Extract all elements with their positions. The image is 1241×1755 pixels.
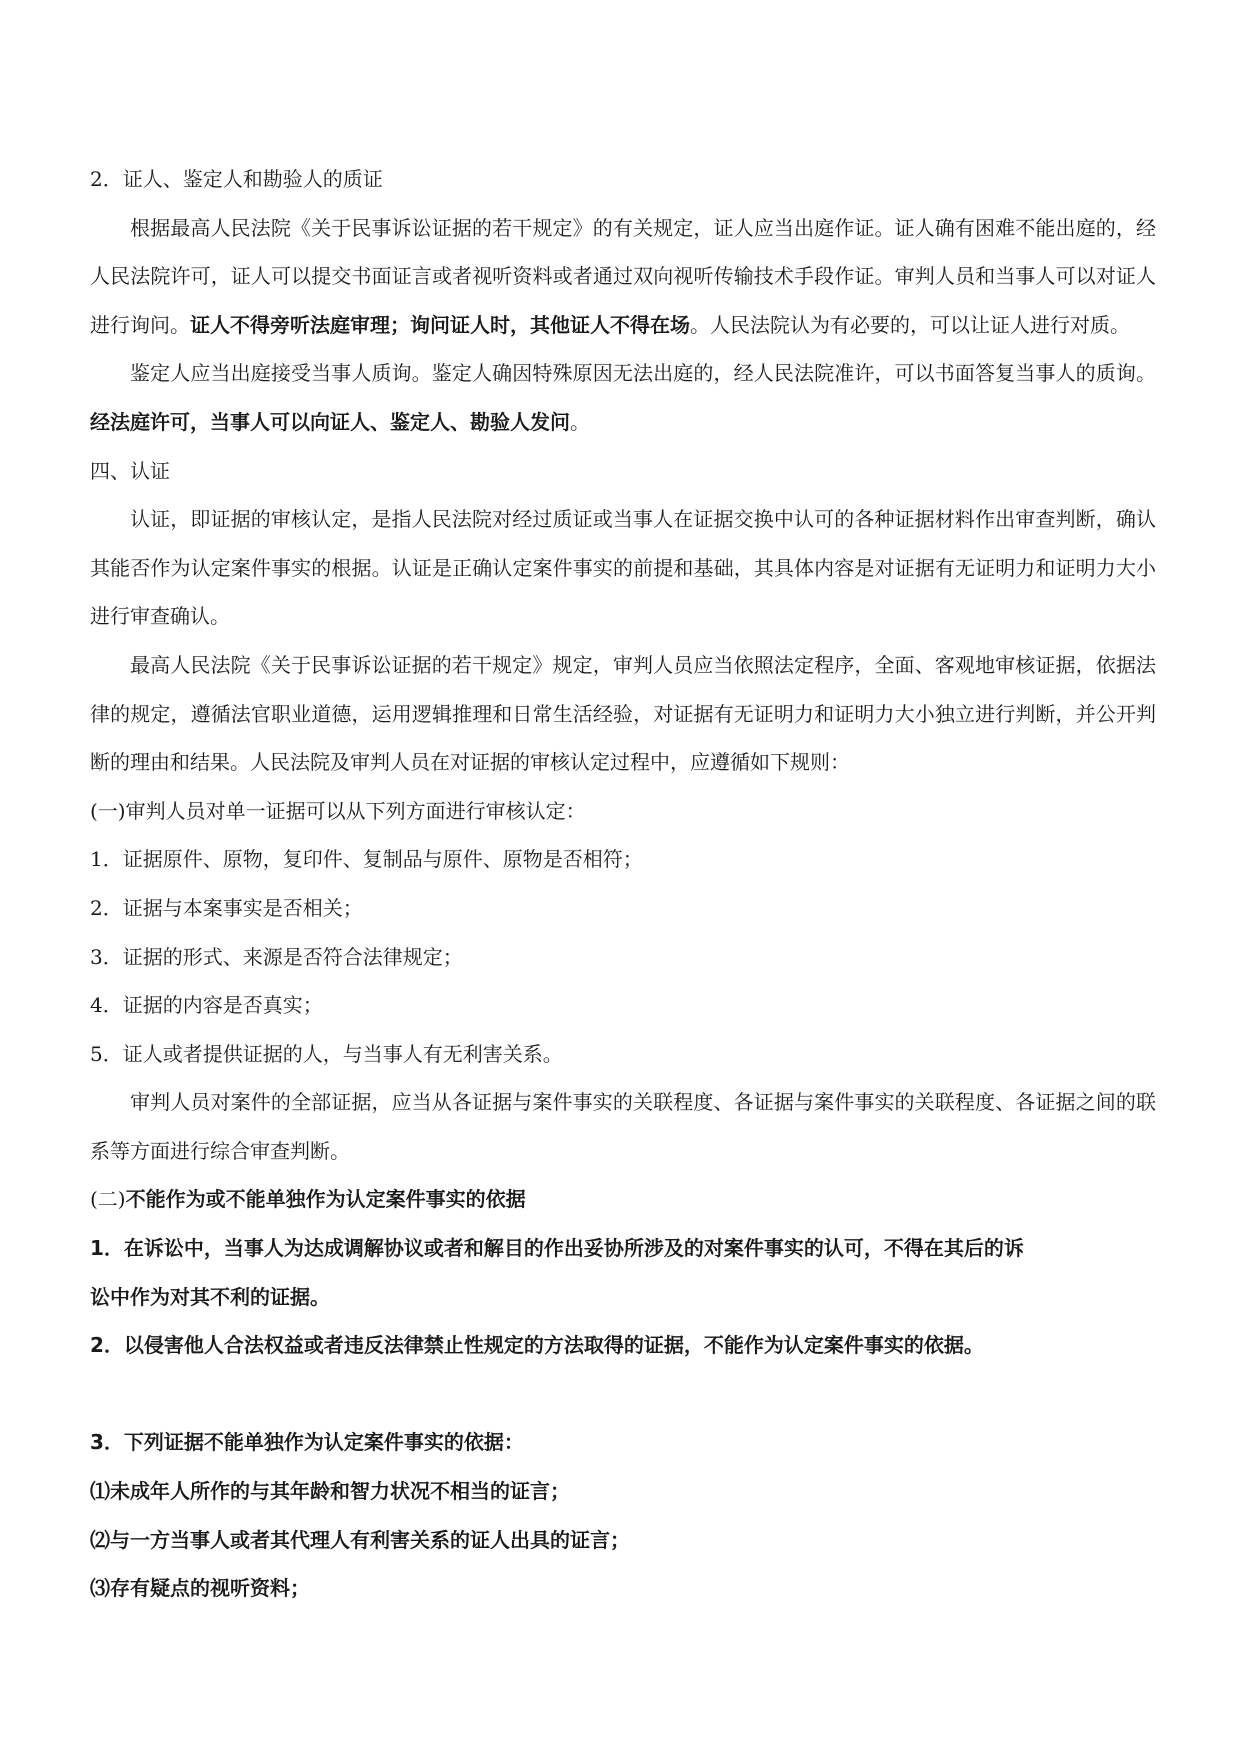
list-item: 3．证据的形式、来源是否符合法律规定； bbox=[90, 944, 463, 969]
heading-text: 不能作为或不能单独作为认定案件事实的依据 bbox=[125, 1187, 526, 1212]
emphasis-text: 经法庭许可，当事人可以向证人、鉴定人、勘验人发问 bbox=[90, 409, 570, 434]
section-heading-witness: 2．证人、鉴定人和勘验人的质证 bbox=[90, 167, 383, 191]
paragraph-text: 根据最高人民法院《关于民事诉讼证据的若干规定》的有关规定，证人应当出庭作证。证人确有困难不能出庭的，经人民法院许可，证人可以提交书面证言或者视听资料或者通过双向视听传输技术手段作证。审判人员和当事人可以对证人进行询问。 bbox=[90, 215, 1156, 337]
paragraph-text: 。人民法院认为有必要的，可以让证人进行对质。 bbox=[690, 312, 1130, 337]
section-heading-certification: 四、认证 bbox=[90, 458, 170, 483]
sub-list-item: ⑴未成年人所作的与其年龄和智力状况不相当的证言； bbox=[90, 1479, 570, 1504]
paragraph-certification-rules: 最高人民法院《关于民事诉讼证据的若干规定》规定，审判人员应当依照法定程序，全面、客观地审核证据，依据法律的规定，遵循法官职业道德，运用逻辑推理和日常生活经验，对证据有无证明力和证明力大小独立进行判断，并公开判断的理由和结果。人民法院及审判人员在对证据的审核认定过程中，应遵循如下规则： bbox=[90, 652, 1156, 775]
heading-prefix: (二) bbox=[90, 1187, 126, 1212]
paragraph-comprehensive-review: 审判人员对案件的全部证据，应当从各证据与案件事实的关联程度、各证据与案件事实的关联程度、各证据之间的联系等方面进行综合审查判断。 bbox=[90, 1090, 1156, 1163]
paragraph-witness-rules bbox=[90, 204, 1156, 350]
list-item-bold: 1．在诉讼中，当事人为达成调解协议或者和解目的作出妥协所涉及的对案件事实的认可，不得在其后的诉 bbox=[90, 1236, 1024, 1261]
list-item: 5．证人或者提供证据的人，与当事人有无利害关系。 bbox=[90, 1041, 563, 1066]
blank-line bbox=[90, 1370, 1156, 1419]
sub-list-item: ⑵与一方当事人或者其代理人有利害关系的证人出具的证言； bbox=[90, 1527, 630, 1552]
paragraph-appraiser-rules bbox=[90, 349, 1156, 446]
list-item-bold: 3．下列证据不能单独作为认定案件事实的依据： bbox=[90, 1430, 524, 1455]
emphasis-text: 证人不得旁听法庭审理；询问证人时，其他证人不得在场 bbox=[190, 312, 690, 337]
list-item-bold-continuation: 讼中作为对其不利的证据。 bbox=[90, 1284, 330, 1309]
subsection-heading-single-evidence: (一)审判人员对单一证据可以从下列方面进行审核认定： bbox=[90, 798, 586, 823]
paragraph-text: 。 bbox=[570, 409, 590, 434]
list-item-bold: 2．以侵害他人合法权益或者违反法律禁止性规定的方法取得的证据，不能作为认定案件事实的依据。 bbox=[90, 1333, 984, 1358]
sub-list-item: ⑶存有疑点的视听资料； bbox=[90, 1576, 310, 1601]
subsection-heading-inadmissible bbox=[90, 1175, 1156, 1224]
list-item: 2．证据与本案事实是否相关； bbox=[90, 895, 363, 920]
paragraph-certification-definition: 认证，即证据的审核认定，是指人民法院对经过质证或当事人在证据交换中认可的各种证据材料作出审查判断，确认其能否作为认定案件事实的根据。认证是正确认定案件事实的前提和基础，其具体内容是对证据有无证明力和证明力大小进行审查确认。 bbox=[90, 507, 1156, 629]
list-item: 4．证据的内容是否真实； bbox=[90, 993, 323, 1018]
paragraph-text: 鉴定人应当出庭接受当事人质询。鉴定人确因特殊原因无法出庭的，经人民法院准许，可以书面答复当事人的质询。 bbox=[130, 361, 1156, 386]
list-item: 1．证据原件、原物，复印件、复制品与原件、原物是否相符； bbox=[90, 847, 643, 872]
document-page bbox=[90, 155, 1156, 1613]
